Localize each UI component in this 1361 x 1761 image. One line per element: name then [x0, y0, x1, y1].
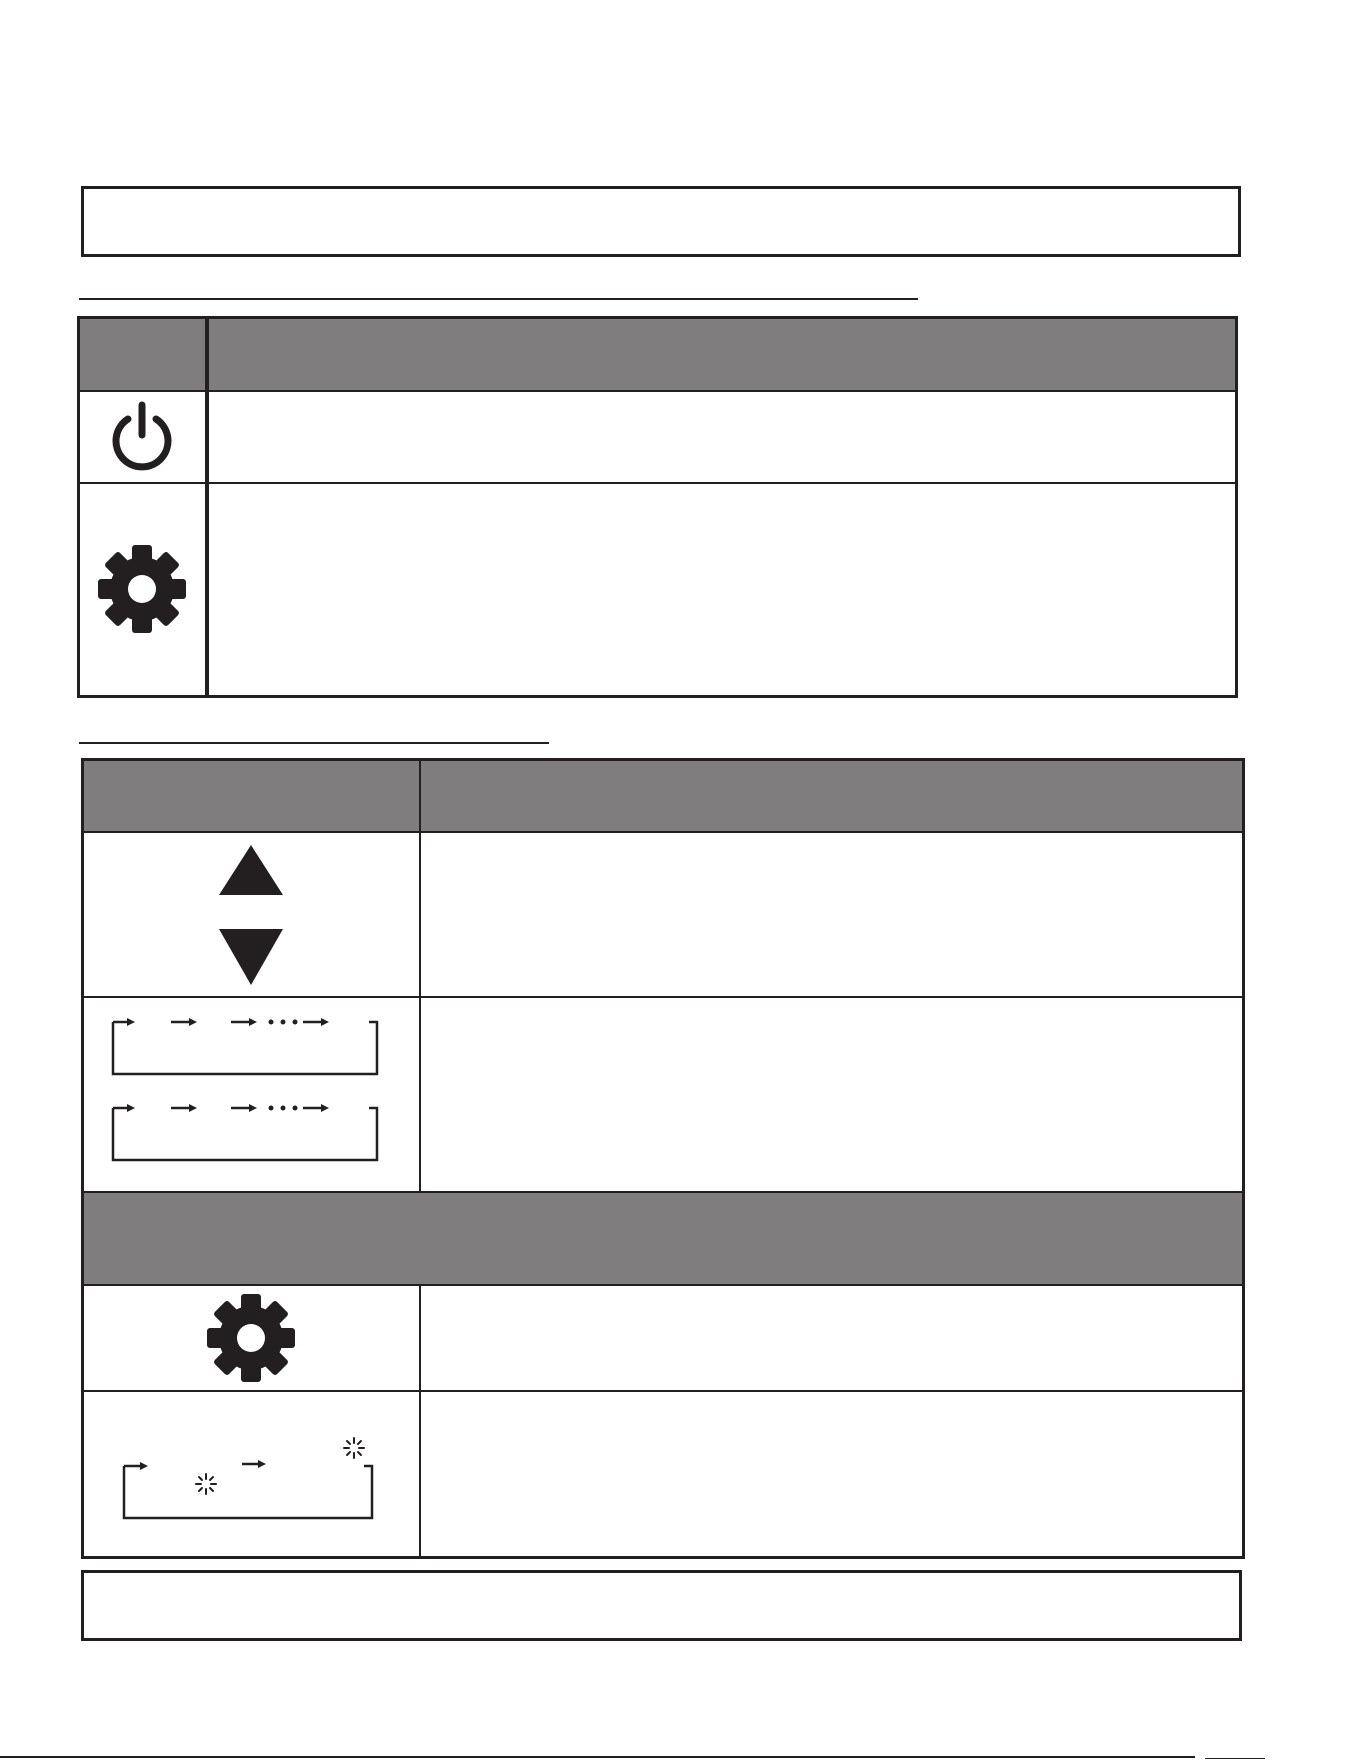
up-down-arrows-icon — [211, 839, 291, 989]
power-description-cell — [207, 391, 1237, 483]
sequence-description-cell — [420, 997, 1244, 1192]
display-table-row — [83, 1391, 1244, 1558]
controls-table-header-description — [207, 318, 1237, 391]
blinking-icon-cell — [83, 1391, 420, 1558]
blinking-description-cell — [420, 1391, 1244, 1558]
display-table-merged-header-row — [83, 1192, 1244, 1285]
display-table-merged-header — [83, 1192, 1244, 1285]
section-1-heading-rule — [79, 298, 918, 300]
controls-table-row — [79, 391, 1237, 483]
gear-icon-cell-2 — [83, 1285, 420, 1391]
display-table-header-description — [420, 760, 1244, 832]
gear-icon-cell — [79, 483, 207, 697]
page-footer-rule — [0, 1756, 1195, 1758]
section-2-heading-rule — [79, 742, 549, 744]
settings-mode-description-cell — [420, 1285, 1244, 1391]
controls-table-row — [79, 483, 1237, 697]
blink-mark-right — [344, 1438, 364, 1458]
arrows-description-cell — [420, 832, 1244, 997]
bottom-note-box — [81, 1570, 1242, 1641]
display-table-header-row — [83, 760, 1244, 832]
blinking-display-icon — [106, 1404, 396, 1544]
display-table-row — [83, 1285, 1244, 1391]
power-icon — [106, 401, 178, 473]
blink-mark-left — [196, 1474, 216, 1494]
display-sequence-icon — [101, 1004, 401, 1184]
display-table-row — [83, 997, 1244, 1192]
display-table-header-display — [83, 760, 420, 832]
display-table — [81, 758, 1245, 1559]
gear-icon — [205, 1292, 297, 1384]
power-icon-cell — [79, 391, 207, 483]
page-footer-rule-right — [1205, 1758, 1265, 1759]
arrows-icon-cell — [83, 832, 420, 997]
sequence-icon-cell — [83, 997, 420, 1192]
settings-description-cell — [207, 483, 1237, 697]
controls-table — [77, 316, 1238, 698]
top-note-box — [81, 186, 1241, 257]
gear-icon — [96, 543, 188, 635]
controls-table-header-icon — [79, 318, 207, 391]
display-table-row — [83, 832, 1244, 997]
controls-table-header-row — [79, 318, 1237, 391]
